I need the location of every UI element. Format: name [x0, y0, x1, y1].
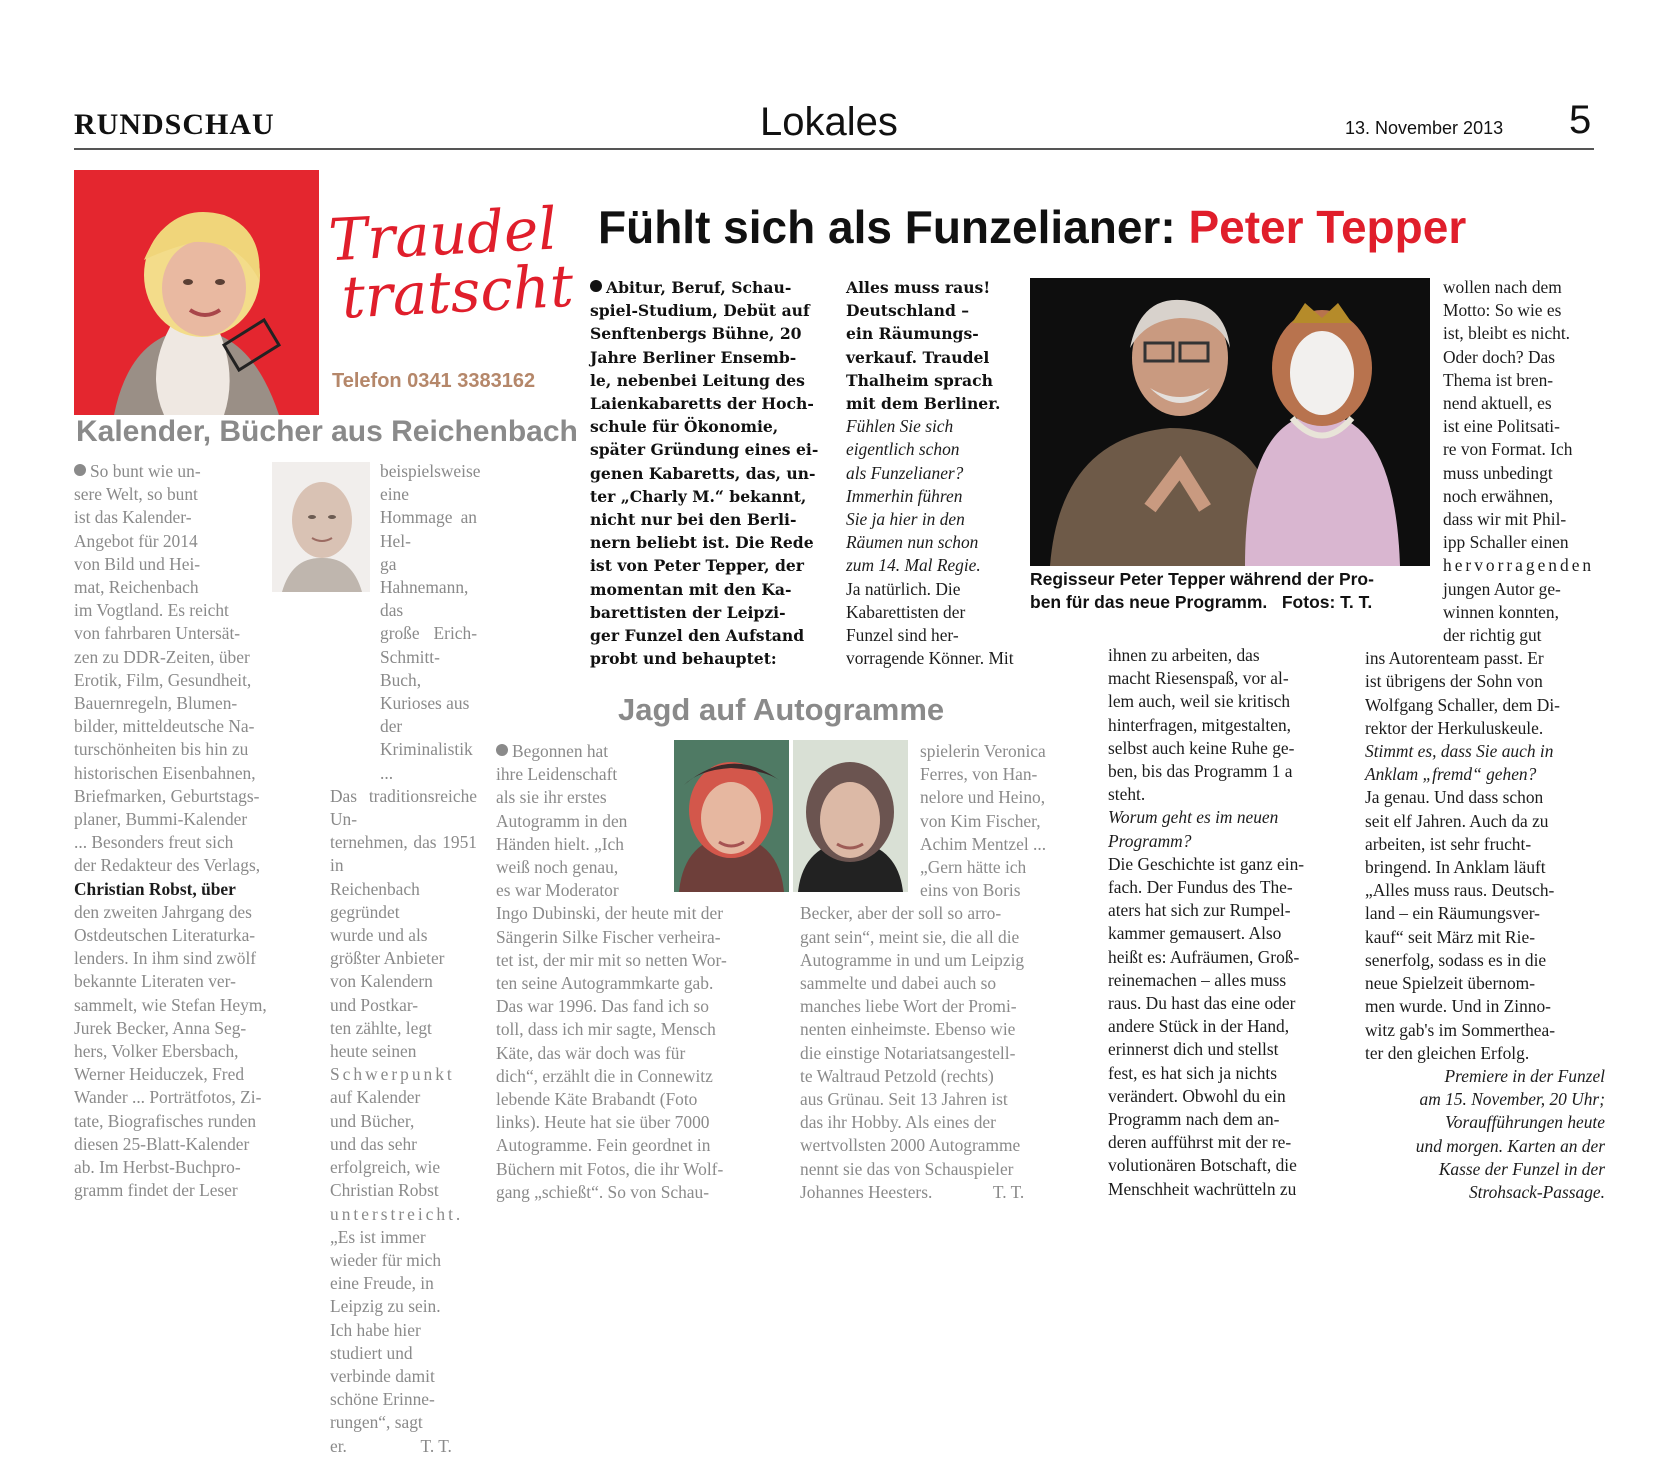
- bullet-icon: [496, 744, 508, 756]
- c2q-l0: Fühlen Sie sich: [846, 416, 954, 437]
- kalender-c2-l12: und Postkar-: [330, 994, 419, 1015]
- c2b-l3: verkauf. Traudel: [846, 347, 990, 367]
- c4a-l14: winnen konnten,: [1443, 601, 1559, 622]
- premiere-l1: am 15. November, 20 Uhr;: [1419, 1089, 1605, 1110]
- auto-c2-l11: manches liebe Wort der Promi-: [800, 996, 1017, 1017]
- c4a-l3: Oder doch? Das: [1443, 346, 1556, 367]
- kalender-c2-l1: Hommage an Hel-: [380, 507, 477, 551]
- c3b-l12: deren aufführst mit der re-: [1108, 1132, 1292, 1153]
- c3a-l3: hinterfragen, mitgestalten,: [1108, 714, 1292, 735]
- lead-l1: spiel-Studium, Debüt auf: [590, 301, 810, 321]
- kalender-c2-l20: Christian Robst: [330, 1180, 439, 1201]
- c4a-l4: Thema ist bren-: [1443, 369, 1554, 390]
- c3-question: [1108, 806, 1348, 852]
- auto-c1-l4: Händen hielt. „Ich: [496, 833, 624, 854]
- c3b-l0: Die Geschichte ist ganz ein-: [1108, 853, 1305, 874]
- c4b-l11: ter den gleichen Erfolg.: [1365, 1042, 1530, 1063]
- auto-c2-l6: eins von Boris: [920, 880, 1021, 901]
- kalender-c2-l4: Buch, Kurioses aus: [380, 669, 470, 714]
- auto-c2-l12: nenten einheimste. Ebenso wie: [800, 1019, 1016, 1040]
- c3q-l0: Worum geht es im neuen: [1108, 807, 1279, 828]
- auto-c1-l16: links). Heute hat sie über 7000: [496, 1112, 710, 1133]
- c4a-l6: ist eine Politsati-: [1443, 416, 1560, 437]
- headline-name: Peter Tepper: [1188, 201, 1467, 253]
- premiere-info: [1365, 1065, 1605, 1204]
- lead-l14: barettisten der Leipzi-: [590, 602, 786, 622]
- kalender-c2-l24: eine Freude, in: [330, 1273, 434, 1294]
- premiere-l0: Premiere in der Funzel: [1444, 1065, 1605, 1086]
- lead-l11: nern beliebt ist. Die Rede: [590, 533, 814, 553]
- auto-c1-l9: tet ist, der mir mit so netten Wor-: [496, 949, 727, 970]
- header-rule: [74, 148, 1594, 150]
- kalender-c2-l27: studiert und: [330, 1342, 413, 1363]
- c3b-l1: fach. Der Fundus des The-: [1108, 877, 1293, 898]
- auto-c2-l18: nennt sie das von Schauspieler: [800, 1158, 1014, 1179]
- kalender-c1-l25: hers, Volker Ebersbach,: [74, 1041, 239, 1062]
- c4b-l9: men wurde. Und in Zinno-: [1365, 996, 1551, 1017]
- lead-l13: momentan mit den Ka-: [590, 579, 792, 599]
- c4q-l1: Anklam „fremd“ gehen?: [1365, 764, 1537, 785]
- auto-c2-l8: gant sein“, meint sie, die all die: [800, 926, 1020, 947]
- auto-c2-l15: aus Grünau. Seit 13 Jahren ist: [800, 1089, 1008, 1110]
- premiere-l4: Kasse der Funzel in der: [1438, 1158, 1605, 1179]
- lead-l10: nicht nur bei den Berli-: [590, 510, 797, 530]
- kalender-c1-l20: Ostdeutschen Literaturka-: [74, 925, 256, 946]
- c4b-l4: „Alles muss raus. Deutsch-: [1365, 880, 1555, 901]
- c3-answer-b: [1108, 853, 1348, 1201]
- c3b-l10: verändert. Obwohl du ein: [1108, 1085, 1286, 1106]
- auto-c1-l6: es war Moderator: [496, 880, 619, 901]
- c2q-l1: eigentlich schon: [846, 439, 960, 460]
- kalender-c1-l6: im Vogtland. Es reicht: [74, 600, 229, 621]
- c4a-l17: ist übrigens der Sohn von: [1365, 671, 1543, 692]
- kalender-c2-l8: Reichenbach gegründet: [330, 878, 420, 922]
- lead-l8: genen Kabaretts, das, un-: [590, 463, 816, 483]
- kalender-c2-l21: unterstreicht.: [330, 1203, 464, 1224]
- interview-question-1: [846, 415, 1016, 577]
- kalender-c1-l16: ... Besonders freut sich: [74, 832, 234, 853]
- auto-c1-l5: weiß noch genau,: [496, 857, 619, 878]
- kalender-c2-l15: Schwerpunkt: [330, 1064, 455, 1085]
- kalender-c2-l25: Leipzig zu sein.: [330, 1296, 441, 1317]
- column-phone: Telefon 0341 3383162: [332, 370, 536, 392]
- kalender-c1-l9: Erotik, Film, Gesundheit,: [74, 669, 252, 690]
- kalender-c1-l7: von fahrbaren Untersät-: [74, 623, 241, 644]
- c4b-l5: land – ein Räumungsver-: [1365, 903, 1540, 924]
- c4a-l11: ipp Schaller einen: [1443, 532, 1569, 553]
- c3-answer-a: [1108, 644, 1348, 806]
- c4a-l5: nend aktuell, es: [1443, 393, 1552, 414]
- c4a-l8: muss unbedingt: [1443, 462, 1553, 483]
- page-number: 5: [1569, 98, 1592, 142]
- c4b-l2: arbeiten, ist sehr frucht-: [1365, 833, 1532, 854]
- kalender-c1-l3: Angebot für 2014: [74, 530, 198, 551]
- lead-l4: le, nebenbei Leitung des: [590, 370, 805, 390]
- premiere-l3: und morgen. Karten an der: [1415, 1135, 1605, 1156]
- kalender-c1-l28: tate, Biografisches runden: [74, 1110, 257, 1131]
- headline-prefix: Fühlt sich als Funzelianer:: [598, 201, 1189, 253]
- c2b-l1: Deutschland –: [846, 301, 970, 321]
- c2a-l2: Funzel sind her-: [846, 625, 959, 646]
- lead-l15: ger Funzel den Aufstand: [590, 626, 805, 646]
- auto-c1-l0: Begonnen hat: [496, 740, 666, 763]
- column-title-line1: Traudel: [326, 194, 559, 275]
- kalender-c1-l26: Werner Heiduczek, Fred: [74, 1064, 245, 1085]
- c4b-l7: senerfolg, sodass es in die: [1365, 949, 1547, 970]
- c4a-l15: der richtig gut: [1443, 625, 1542, 646]
- premiere-l5: Strohsack-Passage.: [1468, 1181, 1605, 1202]
- autogramme-column-1: [496, 740, 783, 1204]
- auto-c1-l19: gang „schießt“. So von Schau-: [496, 1181, 709, 1202]
- kalender-c2-l18: und das sehr: [330, 1133, 417, 1154]
- kalender-c2-l5: der Kriminalistik ...: [380, 716, 473, 783]
- kalender-c2-l19: erfolgreich, wie: [330, 1157, 441, 1178]
- kalender-c1-l14: Briefmarken, Geburtstags-: [74, 785, 260, 806]
- c4a-l10: dass wir mit Phil-: [1443, 509, 1567, 530]
- kalender-c1-l17: der Redakteur des Verlags,: [74, 855, 261, 876]
- lead-l2: Senftenbergs Bühne, 20: [590, 324, 802, 344]
- kalender-c1-l4: von Bild und Hei-: [74, 553, 201, 574]
- column-title: [326, 194, 575, 332]
- section-title: Lokales: [760, 100, 898, 144]
- c4b-l3: bringend. In Anklam läuft: [1365, 857, 1546, 878]
- auto-c1-l10: ten seine Autogrammkarte gab.: [496, 973, 714, 994]
- c3b-l6: raus. Du hast das eine oder: [1108, 993, 1296, 1014]
- auto-c1-l2: als sie ihr erstes: [496, 787, 607, 808]
- c3a-l0: ihnen zu arbeiten, das: [1108, 645, 1260, 665]
- kalender-c2-l3: große Erich-Schmitt-: [380, 623, 477, 667]
- kalender-c1-l8: zen zu DDR-Zeiten, über: [74, 646, 250, 667]
- c3b-l2: aters hat sich zur Rumpel-: [1108, 900, 1291, 921]
- auto-c1-l18: Büchern mit Fotos, die ihr Wolf-: [496, 1158, 724, 1179]
- auto-c1-l11: Das war 1996. Das fand ich so: [496, 996, 709, 1017]
- auto-c2-l13: die einstige Notariatsangestell-: [800, 1042, 1016, 1063]
- kalender-c1-l19: den zweiten Jahrgang des: [74, 901, 252, 922]
- auto-c2-l17: wertvollsten 2000 Autogramme: [800, 1135, 1021, 1156]
- kalender-c1-l2: ist das Kalender-: [74, 507, 192, 528]
- lead-l12: ist von Peter Tepper, der: [590, 556, 805, 576]
- lead-l9: ter „Charly M.“ bekannt,: [590, 486, 807, 506]
- auto-c1-l7: Ingo Dubinski, der heute mit der: [496, 903, 723, 924]
- c4a-l9: noch erwähnen,: [1443, 485, 1554, 506]
- kalender-c2-l7: ternehmen, das 1951 in: [330, 832, 477, 876]
- c3a-l1: macht Riesenspaß, vor al-: [1108, 668, 1289, 689]
- lead-l3: Jahre Berliner Ensemb-: [590, 347, 797, 367]
- c4b-l8: neue Spielzeit übernom-: [1365, 973, 1535, 994]
- premiere-l2: Voraufführungen heute: [1445, 1112, 1605, 1133]
- autogramme-column-2: [800, 740, 1088, 1204]
- c3b-l3: kammer gemausert. Also: [1108, 923, 1282, 944]
- auto-c2-l0: spielerin Veronica: [920, 741, 1046, 761]
- auto-c1-l12: toll, dass ich mir sagte, Mensch: [496, 1019, 716, 1040]
- caption-line2: ben für das neue Programm. Fotos: T. T.: [1030, 592, 1373, 612]
- auto-c2-l3: von Kim Fischer,: [920, 810, 1041, 831]
- auto-c2-l4: Achim Mentzel ...: [920, 833, 1047, 854]
- kalender-c2-l2: ga Hahnemann, das: [380, 553, 469, 621]
- lead-l16: probt und behauptet:: [590, 649, 777, 669]
- c3b-l14: Menschheit wachrütteln zu: [1108, 1178, 1297, 1199]
- auto-c2-l16: das ihr Hobby. Als eines der: [800, 1112, 996, 1133]
- c2b-l2: ein Räumungs-: [846, 324, 979, 344]
- c3b-l11: Programm nach dem an-: [1108, 1109, 1280, 1130]
- auto-c2-l9: Autogramme in und um Leipzig: [800, 949, 1025, 970]
- kalender-c2-l9: wurde und als: [330, 925, 428, 946]
- lead-l0: Abitur, Beruf, Schau-: [590, 276, 829, 299]
- lead-l6: schule für Ökonomie,: [590, 417, 779, 437]
- kalender-c2-l11: von Kalendern: [330, 971, 433, 992]
- c4a-l0: wollen nach dem: [1443, 277, 1562, 297]
- c4b-l1: seit elf Jahren. Auch da zu: [1365, 810, 1549, 831]
- kalender-c1-l0: So bunt wie un-: [74, 460, 314, 483]
- kalender-c2-l31: er. T. T.: [330, 1435, 452, 1456]
- c2q-l3: Immerhin führen: [846, 485, 963, 506]
- c3a-l4: selbst auch keine Ruhe ge-: [1108, 737, 1295, 758]
- interview-headline: [598, 200, 1466, 254]
- c4b-l10: witz gab's im Sommerthea-: [1365, 1019, 1556, 1040]
- c4b-l0: Ja genau. Und dass schon: [1365, 787, 1544, 808]
- auto-c2-l7: Becker, aber der soll so arro-: [800, 903, 1002, 924]
- kalender-c1-l11: bilder, mitteldeutsche Na-: [74, 716, 255, 737]
- auto-c2-l1: Ferres, von Han-: [920, 764, 1038, 785]
- kalender-c1-l29: diesen 25-Blatt-Kalender: [74, 1133, 250, 1154]
- c3b-l5: reinemachen – alles muss: [1108, 969, 1287, 990]
- kalender-c2-l26: Ich habe hier: [330, 1319, 421, 1340]
- c4a-l13: jungen Autor ge-: [1443, 578, 1561, 599]
- masthead: RUNDSCHAU: [74, 108, 275, 141]
- kalender-c2-l29: schöne Erinne-: [330, 1389, 435, 1410]
- interview-lead: [590, 276, 829, 670]
- c4b-l6: kauf“ seit März mit Rie-: [1365, 926, 1535, 947]
- c3a-l6: steht.: [1108, 784, 1146, 805]
- c2b-l0: Alles muss raus!: [846, 278, 991, 297]
- column-title-line2: tratscht: [339, 251, 575, 332]
- kalender-c2-l14: heute seinen: [330, 1041, 417, 1062]
- kalender-c1-l15: planer, Bummi-Kalender: [74, 809, 248, 830]
- kalender-c1-l22: bekannte Literaten ver-: [74, 971, 236, 992]
- auto-c2-l19: Johannes Heesters. T. T.: [800, 1181, 1025, 1202]
- c2q-l2: als Funzelianer?: [846, 462, 964, 483]
- c3b-l4: heißt es: Aufräumen, Groß-: [1108, 946, 1300, 967]
- auto-c1-l15: lebende Käte Brabandt (Foto: [496, 1089, 698, 1110]
- auto-c1-l1: ihre Leidenschaft: [496, 764, 618, 785]
- issue-date: 13. November 2013: [1345, 118, 1504, 138]
- c2a-l0: Ja natürlich. Die: [846, 578, 961, 599]
- c4-answer-a: [1365, 276, 1605, 740]
- c4-question: [1365, 740, 1605, 786]
- columnist-portrait: [74, 170, 319, 415]
- interview-column-4: [1365, 276, 1605, 1204]
- kalender-c1-l18: Christian Robst, über: [74, 878, 236, 899]
- c2b-l5: mit dem Berliner.: [846, 394, 1001, 414]
- kalender-c2-l16: auf Kalender: [330, 1087, 421, 1108]
- lead-l7: später Gründung eines ei-: [590, 440, 819, 460]
- kalender-c2-l17: und Bücher,: [330, 1110, 415, 1131]
- kalender-column-2: [330, 460, 481, 1458]
- c2q-l6: zum 14. Mal Regie.: [846, 555, 981, 576]
- kalender-c1-l30: ab. Im Herbst-Buchpro-: [74, 1157, 241, 1178]
- c4a-l12: hervorragenden: [1443, 555, 1595, 576]
- c2a-l3: vorragende Könner. Mit: [846, 648, 1014, 669]
- auto-c1-l8: Sängerin Silke Fischer verheira-: [496, 926, 721, 947]
- c2q-l4: Sie ja hier in den: [846, 509, 965, 530]
- c3b-l8: erinnerst dich und stellst: [1108, 1039, 1279, 1060]
- interview-column-2: [846, 276, 1016, 670]
- kalender-c1-l13: historischen Eisenbahnen,: [74, 762, 256, 783]
- auto-c2-l10: sammelte und dabei auch so: [800, 973, 997, 994]
- kalender-c1-l23: sammelt, wie Stefan Heym,: [74, 994, 267, 1015]
- interview-answer-1: [846, 578, 1016, 671]
- bullet-icon: [74, 464, 86, 476]
- c3q-l1: Programm?: [1108, 830, 1192, 851]
- c4a-l1: Motto: So wie es: [1443, 300, 1562, 321]
- c4a-l16: ins Autorenteam passt. Er: [1365, 648, 1544, 669]
- kalender-c1-l5: mat, Reichenbach: [74, 577, 199, 598]
- kalender-c1-l27: Wander ... Porträtfotos, Zi-: [74, 1087, 262, 1108]
- auto-c1-l3: Autogramm in den: [496, 810, 628, 831]
- kalender-c1-l12: turschönheiten bis hin zu: [74, 739, 249, 760]
- c3b-l9: fest, es hat sich ja nichts: [1108, 1062, 1278, 1083]
- kalender-c1-l24: Jurek Becker, Anna Seg-: [74, 1017, 247, 1038]
- kalender-c2-l6: Das traditionsreiche Un-: [330, 785, 477, 830]
- kalender-c2-l22: „Es ist immer: [330, 1226, 426, 1247]
- auto-c2-l14: te Waltraud Petzold (rechts): [800, 1065, 994, 1086]
- kalender-c1-l31: gramm findet der Leser: [74, 1180, 238, 1201]
- c4-answer-b: [1365, 786, 1605, 1064]
- caption-line1: Regisseur Peter Tepper während der Pro-: [1030, 569, 1374, 589]
- kalender-c2-l13: ten zählte, legt: [330, 1017, 432, 1038]
- c2a-l1: Kabarettisten der: [846, 601, 966, 622]
- c4a-l18: Wolfgang Schaller, dem Di-: [1365, 694, 1560, 715]
- kalender-c1-l10: Bauernregeln, Blumen-: [74, 693, 238, 714]
- kalender-headline: Kalender, Bücher aus Reichenbach: [76, 415, 578, 448]
- lead-l5: Laienkabaretts der Hoch-: [590, 394, 814, 414]
- c2q-l5: Räumen nun schon: [846, 532, 979, 553]
- c2b-l4: Thalheim sprach: [846, 370, 993, 390]
- autogramme-headline: Jagd auf Autogramme: [618, 692, 945, 727]
- auto-c2-l2: nelore und Heino,: [920, 787, 1046, 808]
- c4a-l7: re von Format. Ich: [1443, 439, 1573, 460]
- auto-c2-l5: „Gern hätte ich: [920, 857, 1027, 878]
- interview-column-3: [1108, 644, 1348, 1201]
- auto-c1-l13: Käte, das wär doch was für: [496, 1042, 686, 1063]
- c3b-l13: volutionären Botschaft, die: [1108, 1155, 1297, 1176]
- kalender-c2-l0: beispielsweise eine: [380, 461, 481, 505]
- kalender-c2-l23: wieder für mich: [330, 1249, 442, 1270]
- kalender-c2-l30: rungen“, sagt: [330, 1412, 423, 1433]
- c4a-l2: ist, bleibt es nicht.: [1443, 323, 1571, 344]
- c4a-l19: rektor der Herkuluskeule.: [1365, 717, 1544, 738]
- c3a-l5: ben, bis das Programm 1 a: [1108, 761, 1293, 782]
- kalender-c2-l28: verbinde damit: [330, 1365, 435, 1386]
- interview-intro: [846, 276, 1016, 415]
- auto-c1-l17: Autogramme. Fein geordnet in: [496, 1135, 711, 1156]
- c3b-l7: andere Stück in der Hand,: [1108, 1016, 1290, 1037]
- kalender-c1-l1: sere Welt, so bunt: [74, 484, 198, 505]
- kalender-c2-l10: größter Anbieter: [330, 948, 445, 969]
- c4q-l0: Stimmt es, dass Sie auch in: [1365, 741, 1554, 762]
- bullet-icon: [590, 280, 602, 292]
- auto-c1-l14: dich“, erzählt die in Connewitz: [496, 1065, 713, 1086]
- kalender-c1-l21: lenders. In ihm sind zwölf: [74, 948, 257, 969]
- c3a-l2: lem auch, weil sie kritisch: [1108, 691, 1291, 712]
